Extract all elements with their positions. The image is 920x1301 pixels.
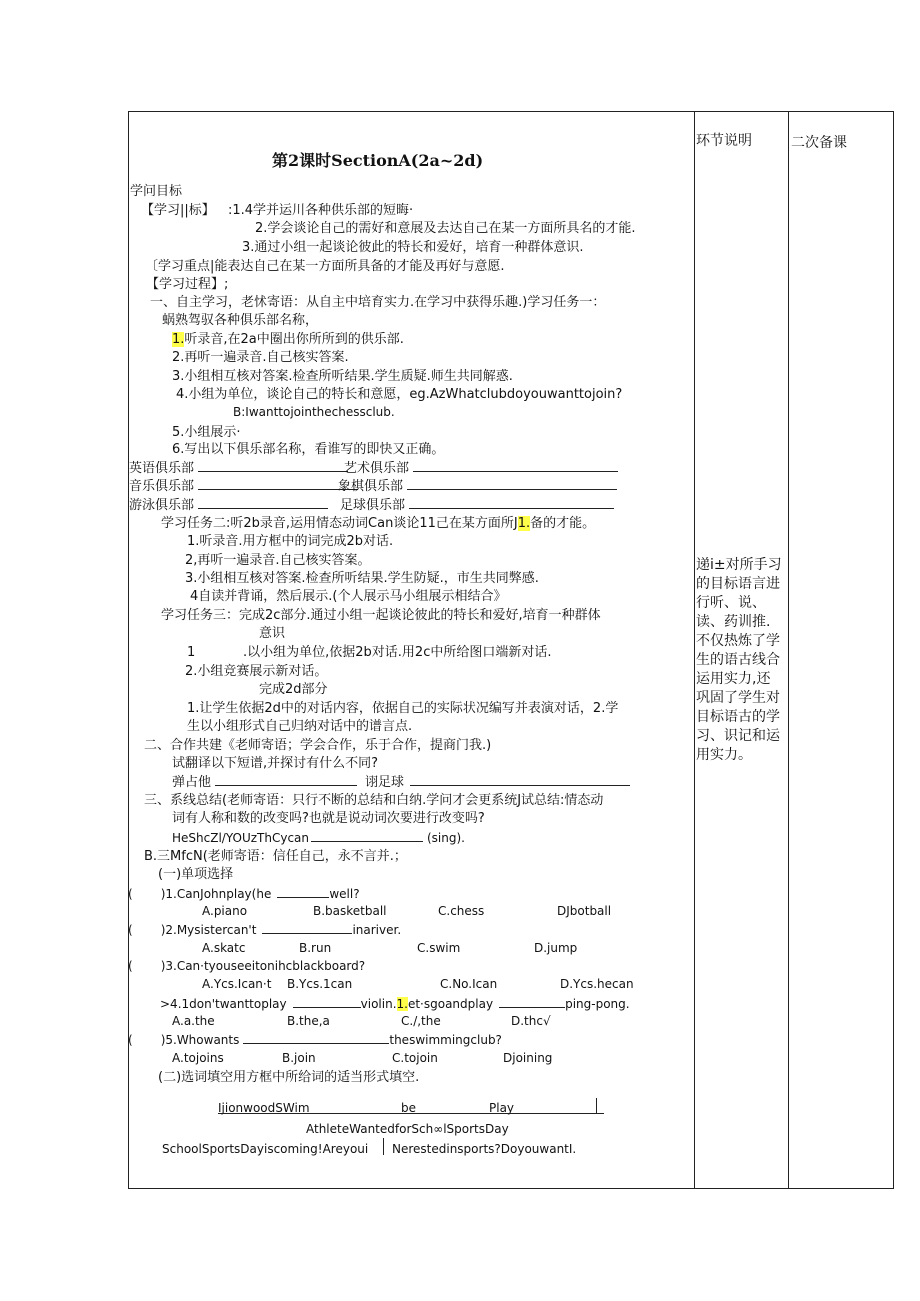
section-notes: 递i±对所手习的目标语言进行听、说、读、药训推.不仅热炼了学生的语古线合运用实力,还巩固了学生对目标语古的学习、识记和运用实力。: [696, 557, 782, 763]
column-divider: [694, 111, 695, 1189]
task3-step3a: 1.让学生依据2d中的对话内容，依据自己的实际状况编写并表演对话，2.学: [187, 701, 619, 716]
task3-step1: .以小组为单位,依据2b对话.用2c中所给图口端新对话.: [243, 645, 552, 660]
question-5: ( )5.Whowants theswimmingclub?: [128, 1033, 502, 1047]
section-2: 二、合作共建《老师寄语；学会合作，乐于合作，提商门我.): [144, 738, 492, 753]
task3-heading: 学习任务三：完成2c部分.通过小组一起谈论彼此的特长和爱好,培育一种群体: [161, 608, 601, 623]
answer-blank[interactable]: [243, 1031, 389, 1044]
task1-step2: 2.再听一遍录音.自己核实答案.: [172, 350, 349, 365]
answer-blank[interactable]: [277, 885, 329, 898]
answer-blank[interactable]: [262, 921, 352, 934]
word-box-line: [218, 1113, 604, 1114]
club-row: 游泳俱乐部: [129, 496, 328, 514]
header-notes: 环节说明: [696, 133, 752, 149]
q1-option[interactable]: C.chess: [438, 904, 485, 918]
goal-label: 【学习||标】: [141, 203, 215, 218]
word-box-word: Play: [489, 1101, 515, 1115]
task1-step6: 6.写出以下俱乐部名称，看谁写的即快又正确。: [172, 442, 445, 457]
club-row: 象棋俱乐部: [338, 477, 617, 495]
q3-option[interactable]: A.Ycs.Ican·t: [202, 977, 272, 991]
answer-blank[interactable]: [413, 459, 618, 472]
answer-blank[interactable]: [198, 477, 358, 490]
passage-text: SchoolSportsDayiscoming!Areyoui: [162, 1142, 369, 1156]
header-second-prep: 二次备课: [791, 135, 847, 151]
q2-option[interactable]: C.swim: [417, 941, 461, 955]
task1-step5: 5.小组展示·: [172, 425, 241, 440]
q4-option[interactable]: B.the,a: [287, 1014, 330, 1028]
q5-option[interactable]: A.tojoins: [172, 1051, 224, 1065]
passage-divider: [383, 1138, 384, 1155]
translate-row: 弹占他: [172, 773, 357, 791]
q2-option[interactable]: B.run: [299, 941, 332, 955]
goal-3: 3.通过小组一起谈论彼此的特长和爱好，培育一种群体意识.: [242, 240, 584, 255]
q3-option[interactable]: C.No.Ican: [440, 977, 498, 991]
word-box-edge: [596, 1098, 597, 1113]
section-3-line1: 三、系线总结(老师寄语：只行不断的总结和白纳.学问才会更系统J试总结:情态动: [144, 793, 604, 808]
section-4: B.三MfcN(老师寄语：信任自己，永不言并.；: [144, 849, 407, 864]
translate-row: 诩足球: [365, 773, 630, 791]
key-points: 〔学习重点|能表达自己在某一方面所具备的才能及再好与意愿.: [145, 259, 505, 274]
task2-step3: 3.小组相互核对答案.检查所听结果.学生防疑.，市生共同弊感.: [185, 571, 539, 586]
passage-text: Nerestedinsports?DoyouwantI.: [392, 1142, 577, 1156]
q1-option[interactable]: B.basketball: [313, 904, 387, 918]
section-1-line2: 蜗熟驾驭各种俱乐部名称，: [162, 313, 319, 328]
mc-heading: (一)单项选择: [158, 867, 234, 882]
club-row: 音乐俱乐部: [129, 477, 358, 495]
q2-option[interactable]: A.skatc: [202, 941, 246, 955]
question-4: >4.1don'twanttoplay violin.1.et·sgoandplay ping-pong.: [160, 997, 630, 1011]
answer-blank[interactable]: [293, 995, 361, 1008]
task1-step4b: B:Iwanttojointhechessclub.: [233, 405, 395, 419]
q5-option[interactable]: C.tojoin: [392, 1051, 438, 1065]
answer-blank[interactable]: [215, 773, 357, 786]
answer-blank[interactable]: [499, 995, 565, 1008]
section-2-question: 试翻译以下短谱,并探讨有什么不同?: [172, 756, 379, 771]
word-box-word: IjionwoodSWim: [218, 1101, 310, 1115]
task1-step1: 1.听录音,在2a中圈出你所所到的供乐部.: [172, 332, 404, 347]
q2-option[interactable]: D.jump: [534, 941, 578, 955]
task2-step2: 2,再听一遍录音.自己核实答案。: [185, 553, 371, 568]
section-3-example: HeShcZl/YOUzThCycan (sing).: [172, 831, 465, 845]
club-row: 艺术俱乐部: [344, 459, 618, 477]
objectives-heading: 学问目标: [130, 184, 183, 199]
goal-2: 2.学会谈论自己的需好和意展及去达自己在某一方面所具名的才能.: [255, 221, 636, 236]
task3-heading-cont: 意识: [259, 626, 286, 641]
q5-option[interactable]: B.join: [282, 1051, 316, 1065]
answer-blank[interactable]: [407, 477, 617, 490]
club-row: 足球俱乐部: [340, 496, 614, 514]
question-1: ( )1.CanJohnplay(he well?: [128, 887, 360, 901]
q1-option[interactable]: A.piano: [202, 904, 248, 918]
q3-option[interactable]: D.Ycs.hecan: [560, 977, 634, 991]
section-3-line2: 词有人称和数的改变吗?也就是说动词次要进行改变吗?: [172, 811, 485, 826]
q4-option[interactable]: A.a.the: [172, 1014, 215, 1028]
answer-blank[interactable]: [409, 496, 614, 509]
answer-blank[interactable]: [198, 459, 348, 472]
task3-step1-num: 1: [187, 645, 196, 660]
q4-option[interactable]: C./,the: [401, 1014, 441, 1028]
question-3: ( )3.Can·tyouseeitonihcblackboard?: [128, 959, 366, 973]
passage-title: AthleteWantedforSch∞lSportsDay: [306, 1122, 509, 1136]
word-box-word: be: [401, 1101, 416, 1115]
club-row: 英语俱乐部: [129, 459, 348, 477]
task2-step1: 1.听录音.用方框中的词完成2b对话.: [187, 534, 394, 549]
task2-step4: 4自读并背诵，然后展示.(个人展示马小组展示相结合》: [190, 589, 507, 604]
section-1-line1: 一、自主学习，老怵寄语：从自主中培育实力.在学习中获得乐趣.)学习任务一：: [150, 295, 606, 310]
q1-option[interactable]: DJbotball: [557, 904, 612, 918]
answer-blank[interactable]: [311, 829, 423, 842]
q4-option[interactable]: D.thc√: [511, 1014, 551, 1028]
answer-blank[interactable]: [410, 773, 630, 786]
lesson-title: 第2课时SectionA(2a~2d): [272, 151, 484, 170]
task2-heading: 学习任务二:听2b录音,运用情态动词Can谈论11己在某方面所J1.备的才能。: [161, 516, 596, 531]
fill-heading: (二)选词填空用方框中所给词的适当形式填空.: [158, 1070, 420, 1085]
q5-option[interactable]: Djoining: [503, 1051, 553, 1065]
task3-sub: 完成2d部分: [259, 682, 328, 697]
question-2: ( )2.Mysistercan't inariver.: [128, 923, 402, 937]
task1-step4a: 4.小组为单位，谈论自己的特长和意愿，eg.AzWhatclubdoyouwanttojoin?: [176, 387, 623, 402]
process-heading: 【学习过程】;: [146, 277, 229, 292]
q3-option[interactable]: B.Ycs.1can: [287, 977, 353, 991]
goal-1: :1.4学并运川各种供乐部的短晦·: [228, 203, 414, 218]
task1-step3: 3.小组相互核对答案.检查所听结果.学生质疑.师生共同解惑.: [172, 369, 513, 384]
task3-step2: 2.小组竞赛展示新对话。: [185, 664, 328, 679]
task3-step3b: 生以小组形式自己归纳对话中的谱言点.: [187, 719, 413, 734]
column-divider: [788, 111, 789, 1189]
answer-blank[interactable]: [198, 496, 328, 509]
